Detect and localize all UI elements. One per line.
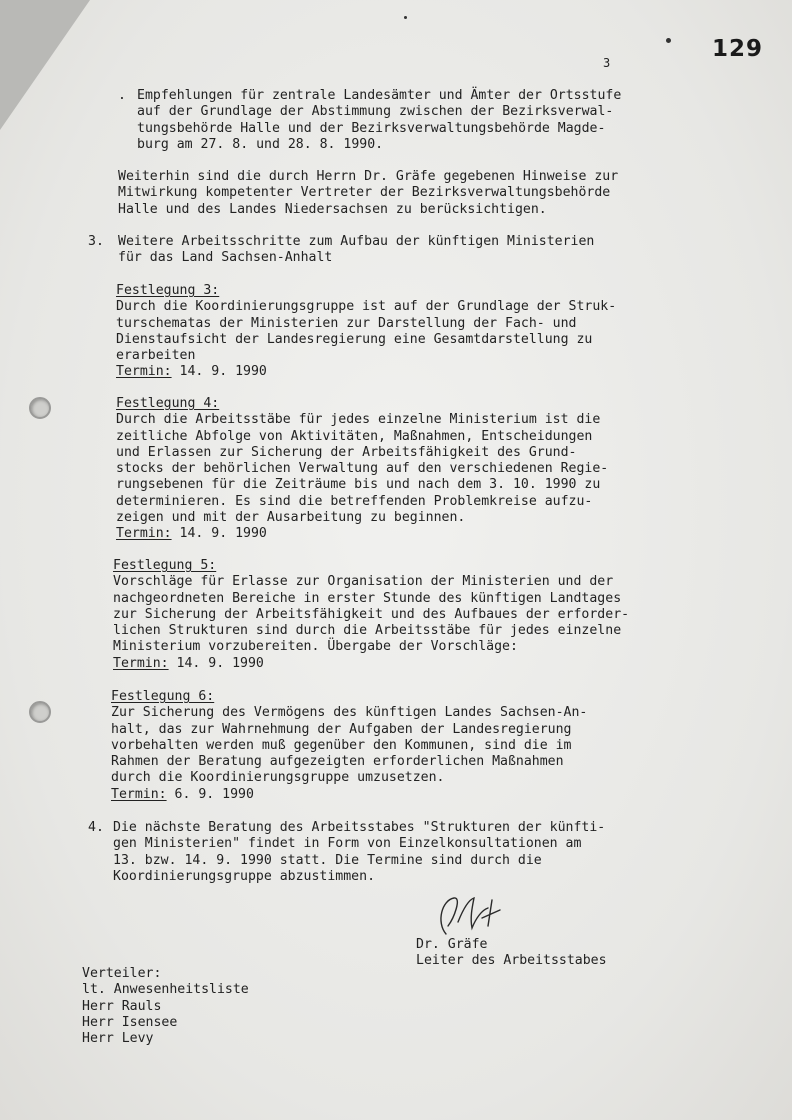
handwritten-signature [428,892,508,938]
distribution-item: Herr Isensee [82,1014,178,1030]
text-line: nachgeordneten Bereiche in erster Stunde des künftigen Landtages [113,590,622,606]
text-line: zeitliche Abfolge von Aktivitäten, Maßnahmen, Entscheidungen [116,428,593,444]
termin-value: 14. 9. 1990 [179,526,267,542]
text-line: Halle und des Landes Niedersachsen zu berücksichtigen. [118,201,547,217]
text-line: Durch die Arbeitsstäbe für jedes einzelne Ministerium ist die [116,412,601,428]
termin-value: 6. 9. 1990 [174,786,254,802]
text-line: turschematas der Ministerien zur Darstellung der Fach- und [116,315,577,331]
festlegung-heading: Festlegung 3: [116,283,220,298]
distribution-item: Herr Levy [82,1031,154,1047]
text-line: Weitere Arbeitsschritte zum Aufbau der künftigen Ministerien [118,234,595,249]
distribution-label: Verteiler: [82,966,162,981]
text-line: Mitwirkung kompetenter Vertreter der Bezirksverwaltungsbehörde [118,185,611,201]
distribution-item: lt. Anwesenheitsliste [82,982,249,998]
signatory-name: Dr. Gräfe [416,937,488,952]
festlegung-heading: Festlegung 5: [113,558,217,573]
punch-hole-bottom [29,701,51,723]
festlegung-5 [113,558,629,672]
section-3-number: 3. [88,234,104,249]
text-line: tungsbehörde Halle und der Bezirksverwaltungsbehörde Magde- [137,120,606,136]
text-line: Empfehlungen für zentrale Landesämter und Ämter der Ortsstufe [137,88,622,103]
signatory-role: Leiter des Arbeitsstabes [416,953,607,968]
folded-corner [0,0,90,130]
text-line: Weiterhin sind die durch Herrn Dr. Gräfe gegebenen Hinweise zur [118,169,619,184]
text-line: 13. bzw. 14. 9. 1990 statt. Die Termine sind durch die [113,852,542,868]
text-line: determinieren. Es sind die betreffenden Problemkreise aufzu- [116,493,593,509]
termin-label: Termin: [116,526,172,542]
text-line: zeigen und mit der Ausarbeitung zu beginnen. [116,510,466,526]
text-line: und Erlassen zur Sicherung der Arbeitsfähigkeit des Grund- [116,444,577,460]
text-line: Dienstaufsicht der Landesregierung eine Gesamtdarstellung zu [116,331,593,347]
termin-value: 14. 9. 1990 [179,364,267,380]
intro-note [118,169,618,218]
text-line: Die nächste Beratung des Arbeitsstabes "Strukturen der künfti- [113,820,606,835]
punch-hole-top [29,397,51,419]
text-line: Zur Sicherung des Vermögens des künftigen Landes Sachsen-An- [111,705,588,721]
festlegung-4 [116,396,608,543]
festlegung-3 [116,283,616,381]
termin-label: Termin: [111,786,167,802]
text-line: stocks der behörlichen Verwaltung auf den verschiedenen Regie- [116,461,609,477]
text-line: lichen Strukturen sind durch die Arbeitsstäbe für jedes einzelne [113,623,622,639]
text-line: zur Sicherung der Arbeitsfähigkeit und des Aufbaues der erforder- [113,606,630,622]
text-line: gen Ministerien" findet in Form von Einzelkonsultationen am [113,836,582,852]
text-line: Koordinierungsgruppe abzustimmen. [113,868,376,884]
text-line: erarbeiten [116,348,196,364]
section-4-text [113,820,605,885]
text-line: Vorschläge für Erlasse zur Organisation der Ministerien und der [113,574,614,590]
text-line: Ministerium vorzubereiten. Übergabe der Vorschläge: [113,639,518,655]
festlegung-heading: Festlegung 4: [116,396,220,411]
page-number: 3 [603,56,611,70]
text-line: durch die Koordinierungsgruppe umzusetzen. [111,770,445,786]
archive-number: 129 [712,36,764,62]
termin-value: 14. 9. 1990 [176,655,264,671]
text-line: halt, das zur Wahrnehmung der Aufgaben der Landesregierung [111,721,572,737]
distribution-item: Herr Rauls [82,998,162,1014]
speck [666,38,671,43]
text-line: rungsebenen für die Zeiträume bis und nach dem 3. 10. 1990 zu [116,477,601,493]
text-line: Durch die Koordinierungsgruppe ist auf der Grundlage der Struk- [116,299,617,315]
section-3-title [118,234,594,267]
text-line: vorbehalten werden muß gegenüber den Kommunen, sind die im [111,737,572,753]
text-line: auf der Grundlage der Abstimmung zwischen der Bezirksverwal- [137,104,614,120]
intro-bullet-marker: . [118,88,126,103]
text-line: Rahmen der Beratung aufgezeigten erforderlichen Maßnahmen [111,754,564,770]
section-4-number: 4. [88,820,104,835]
termin-label: Termin: [113,655,169,671]
festlegung-heading: Festlegung 6: [111,689,215,704]
festlegung-6 [111,689,587,803]
text-line: burg am 27. 8. und 28. 8. 1990. [137,136,384,152]
intro-bullet-text [137,88,621,153]
distribution-list [82,966,249,1047]
text-line: für das Land Sachsen-Anhalt [118,250,333,266]
speck [404,16,407,19]
termin-label: Termin: [116,364,172,380]
